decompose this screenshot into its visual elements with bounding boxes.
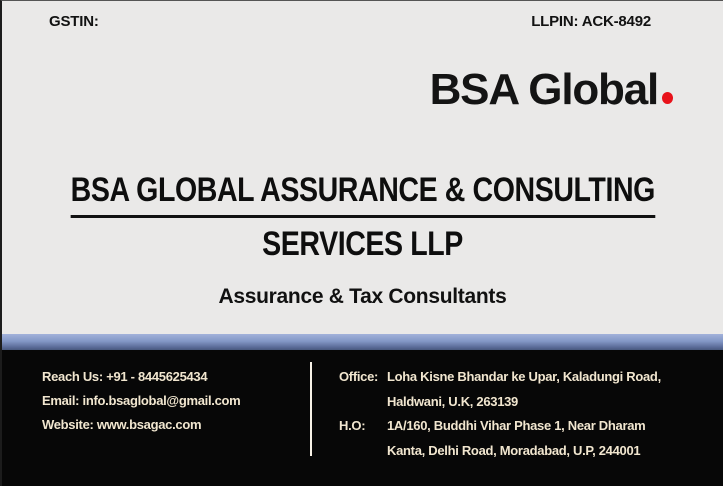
company-name-line1: BSA GLOBAL ASSURANCE & CONSULTING [70,171,654,218]
divider-bar [2,334,723,350]
contact-phone: Reach Us: +91 - 8445625434 [42,369,208,384]
office-address-line1: Loha Kisne Bhandar ke Upar, Kaladungi Road, [387,369,661,384]
contact-email: Email: info.bsaglobal@gmail.com [42,393,241,408]
office-address-line2: Haldwani, U.K, 263139 [387,393,518,409]
llpin-label: LLPIN: ACK-8492 [531,13,651,30]
company-logo-text: BSA Global [429,65,658,114]
office-address-label: Office: [339,369,379,384]
company-name-row1 [2,171,723,218]
company-logo [430,65,673,115]
gstin-label: GSTIN: [49,13,99,30]
ho-address-label: H.O: [339,418,366,433]
ho-address-label-spacer [339,439,387,464]
ho-address-line1: 1A/160, Buddhi Vihar Phase 1, Near Dharam [387,418,646,433]
logo-dot-icon [662,92,673,104]
company-name-block [2,171,723,264]
contact-website: Website: www.bsagac.com [42,417,202,432]
footer-vertical-divider [310,362,312,456]
office-address-label-spacer [339,390,387,415]
company-name-row2 [2,225,723,264]
contact-column [42,365,240,437]
tagline: Assurance & Tax Consultants [218,285,507,308]
footer [2,350,723,486]
company-name-line2: SERVICES LLP [262,225,463,263]
ho-address-line2: Kanta, Delhi Road, Moradabad, U.P, 244001 [387,442,641,458]
address-column [339,365,703,463]
